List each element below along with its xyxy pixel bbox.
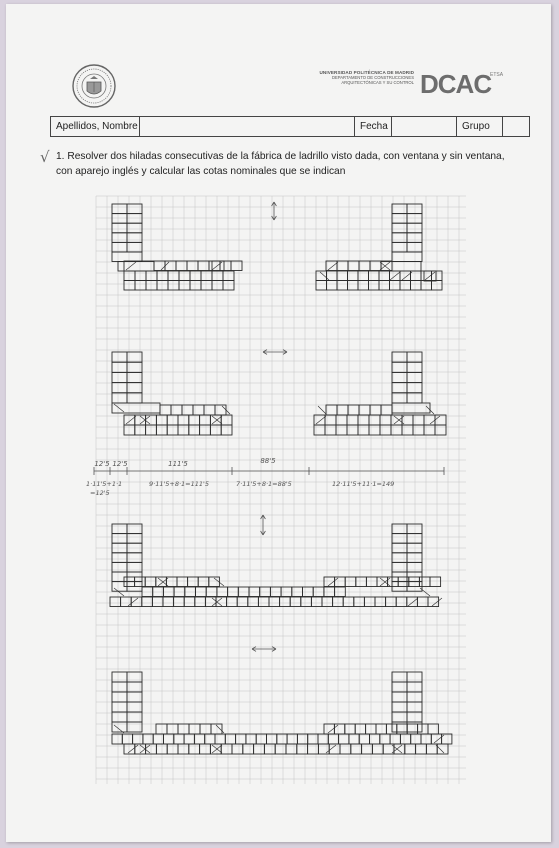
header-brick (369, 425, 380, 435)
header-brick (223, 281, 234, 291)
header-brick (231, 261, 242, 271)
header-brick (370, 261, 381, 271)
header-brick (297, 734, 307, 744)
header-brick (184, 734, 194, 744)
header-brick (223, 271, 234, 281)
pier-brick (112, 712, 127, 722)
header-brick (195, 597, 206, 607)
pier-brick (392, 204, 407, 214)
header-brick (163, 597, 174, 607)
pier-brick (392, 702, 407, 712)
department-logo: DCAC (420, 69, 492, 99)
header-brick (326, 405, 337, 415)
header-brick (174, 734, 184, 744)
exam-sheet (6, 4, 551, 842)
header-brick (269, 597, 280, 607)
pier-brick (407, 214, 422, 224)
header-brick (236, 734, 246, 744)
pier-brick (392, 233, 407, 243)
header-brick (290, 597, 301, 607)
header-brick (308, 744, 319, 754)
header-brick (366, 577, 377, 587)
header-brick (267, 734, 277, 744)
brick-courses (110, 204, 452, 754)
header-brick (189, 744, 200, 754)
header-brick (184, 597, 195, 607)
header-brick (411, 271, 422, 281)
header-brick (167, 425, 178, 435)
header-brick (369, 415, 380, 425)
header-brick (248, 597, 259, 607)
header-brick (413, 415, 424, 425)
pier-brick (392, 534, 407, 544)
header-brick (166, 577, 177, 587)
header-brick (297, 744, 308, 754)
header-brick (311, 597, 322, 607)
header-brick (325, 415, 336, 425)
dimension-formula: 7·11'5+8·1=88'5 (236, 480, 292, 488)
brick (392, 252, 422, 262)
header-brick (112, 734, 122, 744)
header-brick (215, 734, 225, 744)
header-brick (154, 261, 165, 271)
pier-brick (112, 722, 127, 732)
header-brick (193, 405, 204, 415)
header-brick (358, 271, 369, 281)
dimension-label: 12'5 (112, 460, 128, 468)
header-brick (386, 597, 397, 607)
pier-brick (407, 204, 422, 214)
pier-brick (392, 223, 407, 233)
header-brick (405, 744, 416, 754)
pier-brick (407, 393, 422, 403)
pier-brick (407, 692, 422, 702)
closer-diagonal (318, 406, 326, 414)
dimension-label: 12'5 (94, 460, 110, 468)
header-brick (179, 281, 190, 291)
pier-brick (407, 223, 422, 233)
dimension-formula: 1·11'5+1·1 (86, 480, 123, 488)
header-brick (198, 577, 209, 587)
header-brick (146, 271, 157, 281)
header-brick (156, 724, 167, 734)
header-brick (232, 744, 243, 754)
logo-superscript: ETSA (490, 72, 504, 78)
header-brick (178, 415, 189, 425)
pier-brick (392, 214, 407, 224)
header-brick (171, 405, 182, 415)
header-brick (135, 281, 146, 291)
header-brick (194, 734, 204, 744)
header-brick (286, 744, 297, 754)
header-brick (411, 281, 422, 291)
header-brick (400, 271, 411, 281)
header-brick (256, 734, 266, 744)
header-brick (379, 271, 390, 281)
header-brick (165, 261, 176, 271)
brick (118, 262, 154, 272)
header-brick (178, 724, 189, 734)
header-brick (243, 744, 254, 754)
header-brick (318, 744, 329, 754)
header-brick (314, 415, 325, 425)
header-brick (397, 724, 407, 734)
pier-brick (392, 362, 407, 372)
header-brick (246, 734, 256, 744)
header-brick (316, 271, 327, 281)
pier-brick (392, 672, 407, 682)
header-brick (345, 724, 355, 734)
pier-brick (392, 383, 407, 393)
pier-brick (407, 672, 422, 682)
header-brick (152, 597, 163, 607)
closer-diagonal (328, 578, 338, 586)
header-brick (418, 724, 428, 734)
pier-brick (407, 362, 422, 372)
pier-brick (392, 393, 407, 403)
header-brick (277, 734, 287, 744)
header-brick (424, 415, 435, 425)
pier-brick (407, 702, 422, 712)
header-brick (124, 425, 135, 435)
header-brick (212, 281, 223, 291)
pier-brick (392, 562, 407, 572)
header-brick (369, 281, 380, 291)
pier-brick (112, 692, 127, 702)
header-brick (190, 281, 201, 291)
header-brick (391, 425, 402, 435)
pier-brick (392, 352, 407, 362)
header-brick (337, 271, 348, 281)
pier-brick (407, 682, 422, 692)
header-brick (416, 744, 427, 754)
pier-brick (112, 223, 127, 233)
pier-brick (112, 524, 127, 534)
pier-brick (407, 534, 422, 544)
header-brick (337, 281, 348, 291)
header-brick (348, 405, 359, 415)
pier-brick (392, 242, 407, 252)
header-brick (160, 405, 171, 415)
header-brick (280, 597, 291, 607)
pier-brick (392, 692, 407, 702)
brick (392, 403, 430, 413)
header-brick (402, 425, 413, 435)
header-brick (135, 271, 146, 281)
header-brick (205, 597, 216, 607)
header-brick (358, 425, 369, 435)
header-brick (200, 425, 211, 435)
header-brick (348, 261, 359, 271)
header-brick (400, 734, 410, 744)
header-brick (164, 734, 174, 744)
header-brick (435, 415, 446, 425)
pier-brick (112, 393, 127, 403)
header-brick (430, 577, 441, 587)
closer-diagonal (328, 262, 338, 270)
header-brick (314, 425, 325, 435)
header-brick (145, 577, 156, 587)
pier-brick (407, 722, 422, 732)
header-brick (380, 415, 391, 425)
header-brick (301, 597, 312, 607)
header-brick (381, 261, 392, 271)
university-name: UNIVERSIDAD POLITÉCNICA DE MADRID (319, 70, 414, 75)
pier-brick (112, 682, 127, 692)
pier-brick (112, 204, 127, 214)
header-brick (157, 271, 168, 281)
department-name-2: ARQUITECTÓNICAS Y SU CONTROL (341, 80, 414, 86)
closer-diagonal (128, 598, 138, 606)
header-brick (343, 597, 354, 607)
pier-brick (392, 682, 407, 692)
dimension-label: 88'5 (260, 457, 276, 465)
closer-diagonal (408, 598, 418, 606)
header-brick (167, 415, 178, 425)
pier-brick (407, 553, 422, 563)
header-brick (364, 597, 375, 607)
pier-brick (112, 214, 127, 224)
header-brick (411, 734, 421, 744)
header-brick (308, 734, 318, 744)
header-brick (221, 425, 232, 435)
header-brick (335, 577, 346, 587)
header-brick (200, 744, 211, 754)
header-brick (176, 261, 187, 271)
header-brick (124, 415, 135, 425)
brick (124, 261, 154, 271)
brick-drawing (6, 4, 551, 842)
pier-brick (407, 242, 422, 252)
header-brick (209, 261, 220, 271)
header-brick (400, 281, 411, 291)
header-brick (349, 734, 359, 744)
header-brick (356, 577, 367, 587)
header-brick (426, 744, 437, 754)
header-brick (189, 724, 200, 734)
pier-brick (392, 524, 407, 534)
pier-brick (407, 233, 422, 243)
header-brick (258, 597, 269, 607)
pier-brick (112, 242, 127, 252)
pier-brick (407, 562, 422, 572)
pier-brick (392, 553, 407, 563)
header-brick (417, 597, 428, 607)
header-brick (394, 744, 405, 754)
header-brick (375, 597, 386, 607)
header-brick (380, 734, 390, 744)
header-brick (359, 405, 370, 415)
header-brick (133, 734, 143, 744)
header-brick (174, 597, 185, 607)
name-label: Apellidos, Nombre (51, 117, 140, 136)
header-brick (157, 281, 168, 291)
header-brick (369, 271, 380, 281)
header-brick (275, 744, 286, 754)
pier-brick (392, 712, 407, 722)
header-brick (339, 734, 349, 744)
header-brick (287, 734, 297, 744)
brick (212, 261, 224, 271)
department-name: DEPARTAMENTO DE CONSTRUCCIONES (331, 75, 414, 80)
header-brick (376, 724, 386, 734)
pier-brick (112, 534, 127, 544)
header-brick (358, 415, 369, 425)
question-body: Resolver dos hiladas consecutivas de la fábrica de ladrillo visto dada, con ventana y sin ventana, con aparejo inglés y calcular las cotas nominales que se indican (56, 151, 505, 177)
closer-diagonal (126, 262, 136, 270)
closer-diagonal (316, 416, 326, 424)
header-brick (124, 281, 135, 291)
check-mark: √ (40, 148, 50, 166)
header-brick (210, 415, 221, 425)
header-brick (327, 281, 338, 291)
pier-brick (112, 553, 127, 563)
pier-brick (407, 712, 422, 722)
header-brick (182, 405, 193, 415)
header-brick (201, 281, 212, 291)
header-brick (225, 734, 235, 744)
pier-brick (112, 702, 127, 712)
question-number: 1. (56, 151, 65, 162)
header-brick (355, 724, 365, 734)
header-brick (336, 425, 347, 435)
dimension-label: 111'5 (168, 460, 188, 468)
header-brick (189, 415, 200, 425)
header-brick (210, 425, 221, 435)
header-brick (143, 734, 153, 744)
header-brick (337, 261, 348, 271)
dimension-formula: =12'5 (90, 489, 110, 497)
header-brick (370, 405, 381, 415)
header-brick (316, 281, 327, 291)
header-brick (372, 744, 383, 754)
header-brick (407, 597, 418, 607)
header-brick (254, 744, 265, 754)
header-brick (212, 271, 223, 281)
header-brick (167, 724, 178, 734)
header-brick (377, 577, 388, 587)
pier-brick (112, 672, 127, 682)
header-brick (146, 281, 157, 291)
dimension-formula: 12·11'5+11·1=149 (332, 480, 395, 488)
header-brick (379, 281, 390, 291)
header-brick (322, 597, 333, 607)
header-brick (204, 405, 215, 415)
header-brick (178, 744, 189, 754)
header-brick (435, 425, 446, 435)
header-brick (168, 281, 179, 291)
date-label: Fecha (355, 117, 392, 136)
header-brick (198, 261, 209, 271)
pier-brick (112, 562, 127, 572)
header-brick (188, 577, 199, 587)
brick (112, 252, 142, 262)
header-brick (424, 425, 435, 435)
header-brick (200, 724, 211, 734)
header-brick (437, 744, 448, 754)
header-brick (391, 415, 402, 425)
header-brick (334, 724, 344, 734)
pier-brick (407, 524, 422, 534)
header-brick (264, 744, 275, 754)
pier-brick (392, 372, 407, 382)
pier-brick (112, 383, 127, 393)
pier-brick (407, 352, 422, 362)
header-brick (201, 271, 212, 281)
header-brick (380, 425, 391, 435)
header-brick (190, 271, 201, 281)
header-brick (200, 415, 211, 425)
header-brick (354, 597, 365, 607)
pier-brick (112, 233, 127, 243)
header-brick (336, 415, 347, 425)
header-brick (167, 744, 178, 754)
header-brick (359, 261, 370, 271)
header-brick (122, 734, 132, 744)
header-brick (358, 281, 369, 291)
header-brick (189, 425, 200, 435)
header-brick (396, 597, 407, 607)
header-brick (177, 577, 188, 587)
header-brick (413, 425, 424, 435)
header-brick (221, 415, 232, 425)
header-brick (326, 261, 337, 271)
header-brick (124, 271, 135, 281)
header-brick (178, 425, 189, 435)
header-brick (325, 425, 336, 435)
pier-brick (112, 362, 127, 372)
closer-diagonal (434, 735, 444, 743)
header-brick (431, 734, 441, 744)
header-brick (345, 577, 356, 587)
header-brick (110, 597, 121, 607)
pier-brick (112, 372, 127, 382)
pier-brick (112, 352, 127, 362)
header-brick (347, 415, 358, 425)
header-brick (187, 261, 198, 271)
closer-diagonal (328, 725, 338, 733)
header-brick (179, 271, 190, 281)
header-brick (347, 425, 358, 435)
header-brick (359, 734, 369, 744)
pier-brick (407, 372, 422, 382)
course-arrows (252, 202, 287, 651)
pier-brick (392, 722, 407, 732)
header-brick (390, 734, 400, 744)
group-label: Grupo (457, 117, 503, 136)
header-brick (168, 271, 179, 281)
header-brick (156, 577, 167, 587)
dimension-formula: 9·11'5+8·1=111'5 (149, 480, 209, 488)
header-brick (328, 734, 338, 744)
header-brick (210, 744, 221, 754)
header-brick (221, 744, 232, 754)
header-brick (390, 281, 401, 291)
header-brick (215, 405, 226, 415)
header-brick (337, 405, 348, 415)
header-brick (407, 724, 417, 734)
pier-brick (407, 383, 422, 393)
dimension-line (86, 457, 444, 497)
header-brick (381, 405, 392, 415)
